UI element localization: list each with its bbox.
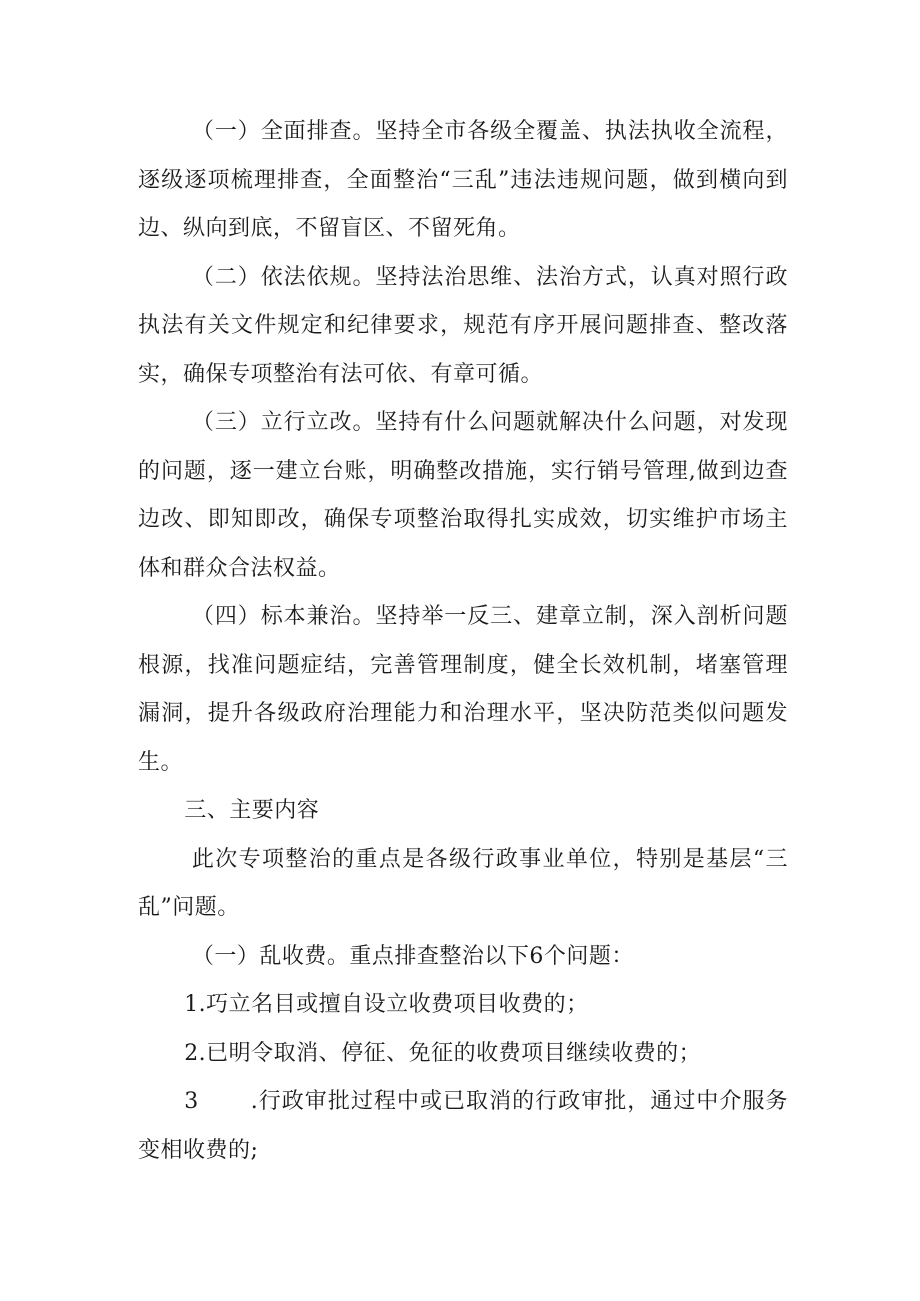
paragraph-lawful-compliance: （二）依法依规。坚持法治思维、法治方式，认真对照行政执法有关文件规定和纪律要求，规范有序开展问题排查、整改落实，确保专项整治有法可依、有章可循。 <box>138 264 788 387</box>
list-item: 1.巧立名目或擅自设立收费项目收费的； <box>184 992 589 1017</box>
section-heading-main-content: 三、主要内容 <box>184 798 320 823</box>
paragraph-comprehensive-inspection: （一）全面排查。坚持全市各级全覆盖、执法执收全流程，逐级逐项梳理排查，全面整治“三乱”违法违规问题，做到横向到边、纵向到底，不留盲区、不留死角。 <box>138 119 788 241</box>
paragraph-illegal-charges: （一）乱收费。重点排查整治以下6个问题： <box>191 943 634 969</box>
paragraph-immediate-rectification: （三）立行立改。坚持有什么问题就解决什么问题，对发现的问题，逐一建立台账，明确整改措施，实行销号管理,做到边查边改、即知即改，确保专项整治取得扎实成效，切实维护市场主体和群众合法权益。 <box>138 410 788 581</box>
paragraph-rectification-focus: 此次专项整治的重点是各级行政事业单位，特别是基层“三乱”问题。 <box>138 846 788 920</box>
list-item <box>138 1078 788 1175</box>
document-body <box>138 108 788 1175</box>
list-item-number: 3 <box>184 1089 199 1114</box>
list-item: 2.已明令取消、停征、免征的收费项目继续收费的； <box>184 1040 702 1066</box>
list-item-text: .行政审批过程中或已取消的行政审批，通过中介服务变相收费的; <box>138 1089 788 1163</box>
paragraph-root-cause-treatment: （四）标本兼治。坚持举一反三、建章立制，深入剖析问题根源，找准问题症结，完善管理制度，健全长效机制，堵塞管理漏洞，提升各级政府治理能力和治理水平，坚决防范类似问题发生。 <box>138 604 788 775</box>
